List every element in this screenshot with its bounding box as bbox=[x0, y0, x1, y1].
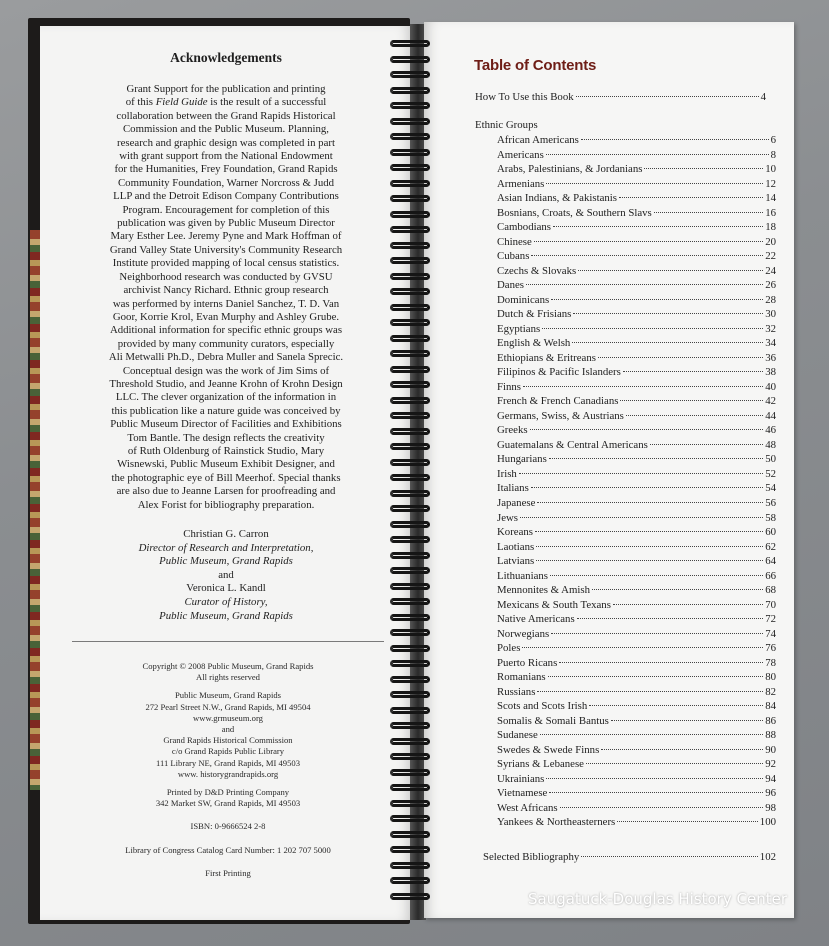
dot-leader bbox=[548, 676, 764, 677]
signature-role: Director of Research and Interpretation, bbox=[138, 541, 314, 554]
signature-conjunction: and bbox=[218, 568, 234, 581]
toc-entry-label: Ukrainians bbox=[497, 772, 545, 785]
toc-entry-page: 66 bbox=[765, 569, 776, 582]
toc-entry bbox=[497, 409, 776, 423]
toc-entry-page: 60 bbox=[765, 526, 776, 539]
toc-entry-page: 46 bbox=[765, 424, 776, 437]
toc-entry-page: 10 bbox=[765, 163, 776, 176]
toc-entry bbox=[497, 336, 776, 350]
dot-leader bbox=[526, 284, 763, 285]
acknowledgements-line: Goor, Korrie Krol, Evan Murphy and Ashley Grube. bbox=[112, 310, 340, 323]
toc-entry-page: 24 bbox=[765, 264, 776, 277]
toc-entry-label: Syrians & Lebanese bbox=[497, 758, 584, 771]
dot-leader bbox=[542, 328, 763, 329]
toc-entry-page: 64 bbox=[765, 555, 776, 568]
toc-entry-label: Mexicans & South Texans bbox=[497, 598, 611, 611]
toc-entry-label: Germans, Swiss, & Austrians bbox=[497, 409, 624, 422]
dot-leader bbox=[560, 807, 764, 808]
toc-entry-label: Danes bbox=[497, 279, 524, 292]
publisher-address: 272 Pearl Street N.W., Grand Rapids, MI 49504 bbox=[145, 701, 311, 712]
toc-entry bbox=[497, 351, 776, 365]
acknowledgements-line: Grand Valley State University's Community Research bbox=[109, 243, 343, 256]
toc-entry-label: Americans bbox=[497, 148, 544, 161]
dot-leader bbox=[601, 749, 763, 750]
toc-entry bbox=[497, 728, 776, 742]
acknowledgements-line: Conceptual design was the work of Jim Sims of bbox=[122, 364, 330, 377]
toc-entry-page: 56 bbox=[765, 497, 776, 509]
acknowledgements-line: for the Humanities, Frey Foundation, Grand Rapids bbox=[114, 163, 338, 176]
rights-line: All rights reserved bbox=[196, 672, 260, 683]
toc-entry-page: 96 bbox=[765, 787, 776, 800]
toc-entry-how-to bbox=[475, 90, 766, 104]
toc-entry-label: Mennonites & Amish bbox=[497, 584, 590, 597]
toc-entry-label: Arabs, Palestinians, & Jordanians bbox=[497, 163, 643, 176]
toc-entry bbox=[497, 133, 776, 147]
toc-entry-page: 70 bbox=[765, 598, 776, 611]
toc-entry bbox=[497, 394, 776, 408]
dot-leader bbox=[546, 778, 763, 779]
acknowledgements-line: Additional information for specific ethnic groups was bbox=[109, 324, 343, 337]
acknowledgements-line: Alex Forist for bibliography preparation. bbox=[137, 498, 315, 511]
toc-entry-label: Dutch & Frisians bbox=[497, 308, 572, 321]
acknowledgements-line: provided by many community curators, especially bbox=[117, 337, 335, 350]
toc-entry-label: Armenians bbox=[497, 177, 545, 190]
toc-entry-label: Native Americans bbox=[497, 613, 575, 626]
toc-entry bbox=[497, 481, 776, 495]
dot-leader bbox=[581, 139, 769, 140]
toc-entry-page: 8 bbox=[770, 148, 776, 161]
toc-entry bbox=[497, 220, 776, 234]
copublisher-care-of: c/o Grand Rapids Public Library bbox=[171, 746, 285, 757]
toc-entry bbox=[497, 249, 776, 263]
dot-leader bbox=[611, 720, 763, 721]
toc-entry-label: African Americans bbox=[497, 134, 579, 146]
toc-entry bbox=[497, 540, 776, 554]
toc-entry-page: 76 bbox=[765, 642, 776, 655]
acknowledgements-line: Mary Esther Lee. Jeremy Pyne and Mark Hoffman of bbox=[110, 230, 342, 243]
acknowledgements-line: of Ruth Oldenburg of Rainstick Studio, Mary bbox=[127, 444, 325, 457]
acknowledgements-line: Threshold Studio, and Jeanne Krohn of Krohn Design bbox=[109, 377, 343, 390]
dot-leader bbox=[626, 415, 763, 416]
dot-leader bbox=[572, 342, 763, 343]
publisher-name: Public Museum, Grand Rapids bbox=[175, 690, 281, 701]
toc-entry-label: Italians bbox=[497, 482, 529, 495]
toc-entry bbox=[497, 699, 776, 713]
toc-entry-page: 94 bbox=[765, 772, 776, 785]
toc-entry-label: Latvians bbox=[497, 555, 535, 568]
dot-leader bbox=[577, 618, 764, 619]
dot-leader bbox=[589, 705, 763, 706]
toc-entry bbox=[497, 162, 776, 176]
dot-leader bbox=[522, 647, 763, 648]
toc-entry bbox=[497, 612, 776, 626]
toc-entry-page: 98 bbox=[765, 801, 776, 814]
signature-role: Curator of History, bbox=[184, 595, 268, 608]
toc-entry-page: 18 bbox=[765, 221, 776, 234]
toc-entry-page: 42 bbox=[765, 395, 776, 408]
toc-entry-label: Hungarians bbox=[497, 453, 547, 466]
toc-entry-page: 26 bbox=[765, 279, 776, 292]
toc-entry-page: 34 bbox=[765, 337, 776, 350]
toc-entry-label: Egyptians bbox=[497, 322, 541, 335]
toc-entry bbox=[497, 714, 776, 728]
toc-entry-page: 6 bbox=[770, 134, 776, 146]
dot-leader bbox=[549, 458, 763, 459]
isbn: ISBN: 0-9666524 2-8 bbox=[190, 821, 266, 832]
copublisher-website: www. historygrandrapids.org bbox=[177, 768, 279, 779]
toc-entry-page: 58 bbox=[765, 511, 776, 524]
signature-role: Public Museum, Grand Rapids bbox=[159, 555, 293, 568]
dot-leader bbox=[519, 473, 763, 474]
toc-entry bbox=[497, 511, 776, 525]
toc-entry-page: 20 bbox=[765, 235, 776, 248]
toc-entry-page: 82 bbox=[765, 685, 776, 698]
toc-entry bbox=[497, 627, 776, 641]
toc-title: Table of Contents bbox=[474, 57, 597, 74]
toc-entry-page: 88 bbox=[765, 729, 776, 742]
acknowledgements-line: Ali Metwalli Ph.D., Debra Muller and Sanela Sprecic. bbox=[108, 351, 344, 364]
toc-entry-bibliography bbox=[483, 850, 776, 864]
toc-entry bbox=[497, 206, 776, 220]
dot-leader bbox=[623, 371, 763, 372]
dot-leader bbox=[549, 792, 763, 793]
publisher-conjunction: and bbox=[221, 724, 235, 735]
toc-entry-page: 100 bbox=[759, 816, 776, 829]
acknowledgements-line: was performed by interns Daniel Sanchez, T. D. Van bbox=[112, 297, 340, 310]
toc-entry bbox=[497, 598, 776, 612]
toc-entry-label: Cambodians bbox=[497, 221, 551, 234]
toc-entry-page: 78 bbox=[765, 656, 776, 669]
toc-entry-label: Poles bbox=[497, 642, 521, 655]
toc-entry-page: 50 bbox=[765, 453, 776, 466]
toc-entry-page: 14 bbox=[765, 192, 776, 205]
loc-number: Library of Congress Catalog Card Number: 1 202 707 5000 bbox=[125, 844, 331, 855]
toc-entry-label: Irish bbox=[497, 467, 517, 480]
toc-entry bbox=[497, 685, 776, 699]
toc-entry-page: 48 bbox=[765, 438, 776, 451]
toc-entry-page: 90 bbox=[765, 743, 776, 756]
toc-entry bbox=[497, 815, 776, 829]
signature-name: Christian G. Carron bbox=[183, 528, 269, 540]
printing-note: First Printing bbox=[205, 867, 251, 878]
acknowledgements-line: Program. Encouragement for completion of this bbox=[122, 203, 330, 216]
acknowledgements-line: this publication like a nature guide was conceived by bbox=[111, 404, 341, 417]
dot-leader bbox=[654, 212, 763, 213]
toc-entry bbox=[497, 380, 776, 394]
toc-entry-page: 84 bbox=[765, 700, 776, 713]
toc-entry bbox=[497, 467, 776, 481]
toc-entry bbox=[497, 423, 776, 437]
toc-entry bbox=[497, 148, 776, 162]
toc-section-label: Ethnic Groups bbox=[475, 119, 538, 131]
copublisher-address: 111 Library NE, Grand Rapids, MI 49503 bbox=[156, 757, 300, 768]
toc-entry bbox=[497, 278, 776, 292]
dot-leader bbox=[523, 386, 763, 387]
dot-leader bbox=[613, 604, 763, 605]
acknowledgements-line: Grant Support for the publication and printing bbox=[126, 83, 326, 95]
dot-leader bbox=[617, 821, 758, 822]
toc-entry bbox=[497, 743, 776, 757]
toc-entry-label: Koreans bbox=[497, 526, 533, 539]
toc-entry-page: 92 bbox=[765, 758, 776, 771]
dot-leader bbox=[573, 313, 763, 314]
toc-entry-page: 102 bbox=[759, 851, 776, 863]
toc-entry-label: Norwegians bbox=[497, 627, 550, 640]
toc-entry bbox=[497, 569, 776, 583]
acknowledgements-line: LLC. The clever organization of the information in bbox=[115, 391, 337, 404]
toc-entry bbox=[497, 757, 776, 771]
toc-entry-label: West Africans bbox=[497, 801, 558, 814]
toc-entry-label: Cubans bbox=[497, 250, 530, 263]
toc-entry-page: 68 bbox=[765, 584, 776, 597]
toc-entry bbox=[497, 322, 776, 336]
printer-name: Printed by D&D Printing Company bbox=[166, 787, 290, 798]
dot-leader bbox=[559, 662, 763, 663]
dot-leader bbox=[553, 226, 763, 227]
dot-leader bbox=[551, 633, 763, 634]
dot-leader bbox=[537, 502, 763, 503]
toc-entry-label: Russians bbox=[497, 685, 536, 698]
dot-leader bbox=[581, 856, 758, 857]
toc-entry bbox=[497, 583, 776, 597]
toc-entry-page: 86 bbox=[765, 714, 776, 727]
dot-leader bbox=[644, 168, 763, 169]
toc-entry-label: Scots and Scots Irish bbox=[497, 700, 588, 713]
toc-entry bbox=[497, 177, 776, 191]
acknowledgements-line: LLP and the Detroit Edison Company Contributions bbox=[113, 190, 339, 203]
copyright-line: Copyright © 2008 Public Museum, Grand Rapids bbox=[142, 661, 314, 671]
acknowledgements-line: Wisnewski, Public Museum Exhibit Designer, and bbox=[117, 458, 335, 471]
toc-entry-label: Laotians bbox=[497, 540, 535, 553]
toc-entry-label: Somalis & Somali Bantus bbox=[497, 714, 609, 727]
acknowledgements-line: collaboration between the Grand Rapids Historical bbox=[116, 109, 336, 122]
toc-entry-label: Yankees & Northeasterners bbox=[497, 816, 616, 829]
toc-entry-label: Swedes & Swede Finns bbox=[497, 743, 600, 756]
dot-leader bbox=[540, 734, 763, 735]
acknowledgements-line: of this Field Guide is the result of a successful bbox=[125, 96, 327, 109]
toc-entry-label: Vietnamese bbox=[497, 787, 548, 800]
dot-leader bbox=[520, 517, 763, 518]
dot-leader bbox=[586, 763, 763, 764]
toc-entry bbox=[497, 235, 776, 249]
toc-entry-page: 38 bbox=[765, 366, 776, 379]
toc-entry-page: 28 bbox=[765, 293, 776, 306]
acknowledgements-line: Public Museum Director of Facilities and Exhibitions bbox=[110, 418, 342, 431]
acknowledgements-line: Commission and the Public Museum. Planning, bbox=[122, 123, 330, 136]
toc-entry-page: 30 bbox=[765, 308, 776, 321]
acknowledgements-line: with grant support from the National Endowment bbox=[119, 150, 333, 163]
toc-entry bbox=[497, 365, 776, 379]
toc-entry-page: 74 bbox=[765, 627, 776, 640]
toc-entry-page: 40 bbox=[765, 380, 776, 393]
toc-entry-page: 32 bbox=[765, 322, 776, 335]
toc-entry bbox=[497, 641, 776, 655]
dot-leader bbox=[537, 691, 763, 692]
toc-entry bbox=[497, 191, 776, 205]
dot-leader bbox=[650, 444, 763, 445]
toc-entry-label: Selected Bibliography bbox=[483, 851, 580, 863]
toc-entry-label: Jews bbox=[497, 511, 518, 524]
toc-entry bbox=[497, 293, 776, 307]
toc-entry-label: French & French Canadians bbox=[497, 395, 619, 408]
acknowledgements-line: archivist Nancy Richard. Ethnic group research bbox=[123, 284, 329, 297]
dot-leader bbox=[551, 299, 763, 300]
toc-entry-label: Finns bbox=[497, 380, 522, 393]
toc-entry bbox=[497, 772, 776, 786]
acknowledgements-line: Neighborhood research was conducted by GVSU bbox=[119, 270, 333, 283]
acknowledgements-line: are also due to Jeanne Larsen for proofreading and bbox=[116, 485, 336, 498]
toc-entry-label: How To Use this Book bbox=[475, 91, 574, 103]
acknowledgements-line: publication was given by Public Museum Director bbox=[117, 217, 335, 230]
toc-entry-page: 54 bbox=[765, 482, 776, 495]
toc-entry bbox=[497, 438, 776, 452]
dot-leader bbox=[592, 589, 763, 590]
dot-leader bbox=[530, 429, 764, 430]
dot-leader bbox=[535, 531, 763, 532]
toc-entry-page: 4 bbox=[760, 91, 766, 103]
toc-entry-label: Greeks bbox=[497, 424, 528, 437]
dot-leader bbox=[531, 255, 763, 256]
toc-entry bbox=[497, 656, 776, 670]
watermark: Saugatuck-Douglas History Center bbox=[528, 890, 787, 908]
dot-leader bbox=[546, 154, 769, 155]
dot-leader bbox=[546, 183, 763, 184]
toc-entry-label: Filipinos & Pacific Islanders bbox=[497, 366, 621, 379]
dot-leader bbox=[536, 546, 763, 547]
toc-entry-page: 44 bbox=[765, 409, 776, 422]
dot-leader bbox=[550, 575, 763, 576]
acknowledgements-line: the photographic eye of Bill Meerhof. Special thanks bbox=[111, 471, 341, 484]
toc-entry-page: 62 bbox=[765, 540, 776, 553]
dot-leader bbox=[536, 560, 763, 561]
toc-entry bbox=[497, 452, 776, 466]
toc-entry-page: 22 bbox=[765, 250, 776, 263]
toc-entry bbox=[497, 786, 776, 800]
toc-entry-label: Bosnians, Croats, & Southern Slavs bbox=[497, 206, 652, 219]
acknowledgements-line: Tom Bantle. The design reflects the creativity bbox=[127, 431, 325, 444]
toc-entry bbox=[497, 554, 776, 568]
toc-entry bbox=[497, 525, 776, 539]
toc-entry-label: Dominicans bbox=[497, 293, 550, 306]
toc-entry-label: Asian Indians, & Pakistanis bbox=[497, 192, 617, 205]
dot-leader bbox=[531, 487, 763, 488]
toc-entry bbox=[497, 496, 776, 510]
acknowledgements-line: Institute provided mapping of local census statistics. bbox=[112, 257, 340, 270]
toc-entry bbox=[497, 670, 776, 684]
publisher-website: www.grmuseum.org bbox=[193, 712, 263, 723]
toc-entry-page: 16 bbox=[765, 206, 776, 219]
toc-entry-label: Sudanese bbox=[497, 729, 538, 742]
toc-entry-label: Guatemalans & Central Americans bbox=[497, 438, 648, 451]
toc-entry-page: 72 bbox=[765, 613, 776, 626]
toc-entry-page: 36 bbox=[765, 351, 776, 364]
dot-leader bbox=[619, 197, 763, 198]
toc-entry-label: Japanese bbox=[497, 497, 536, 509]
toc-entry-label: Romanians bbox=[497, 671, 546, 684]
dot-leader bbox=[576, 96, 759, 97]
toc-entry-label: Lithuanians bbox=[497, 569, 548, 582]
acknowledgements-line: research and graphic design was completed in part bbox=[117, 136, 335, 149]
dot-leader bbox=[620, 400, 763, 401]
toc-entry-page: 80 bbox=[765, 671, 776, 684]
signature-name: Veronica L. Kandl bbox=[186, 582, 266, 595]
dot-leader bbox=[598, 357, 763, 358]
dot-leader bbox=[578, 270, 763, 271]
toc-entry bbox=[497, 264, 776, 278]
toc-entry-label: Chinese bbox=[497, 235, 532, 248]
printer-address: 342 Market SW, Grand Rapids, MI 49503 bbox=[155, 798, 301, 809]
toc-entry-page: 12 bbox=[765, 177, 776, 190]
copublisher-name: Grand Rapids Historical Commission bbox=[163, 735, 293, 746]
toc-entry-label: Ethiopians & Eritreans bbox=[497, 351, 596, 364]
acknowledgements-title: Acknowledgements bbox=[170, 50, 282, 65]
dot-leader bbox=[534, 241, 763, 242]
acknowledgements-line: Community Foundation, Warner Norcross & Judd bbox=[117, 176, 335, 189]
toc-entry-label: Puerto Ricans bbox=[497, 656, 558, 669]
toc-entry bbox=[497, 801, 776, 815]
toc-entry bbox=[497, 307, 776, 321]
toc-entry-label: English & Welsh bbox=[497, 337, 571, 350]
signature-role: Public Museum, Grand Rapids bbox=[159, 609, 293, 622]
toc-entry-label: Czechs & Slovaks bbox=[497, 264, 577, 277]
toc-entry-page: 52 bbox=[765, 467, 776, 480]
